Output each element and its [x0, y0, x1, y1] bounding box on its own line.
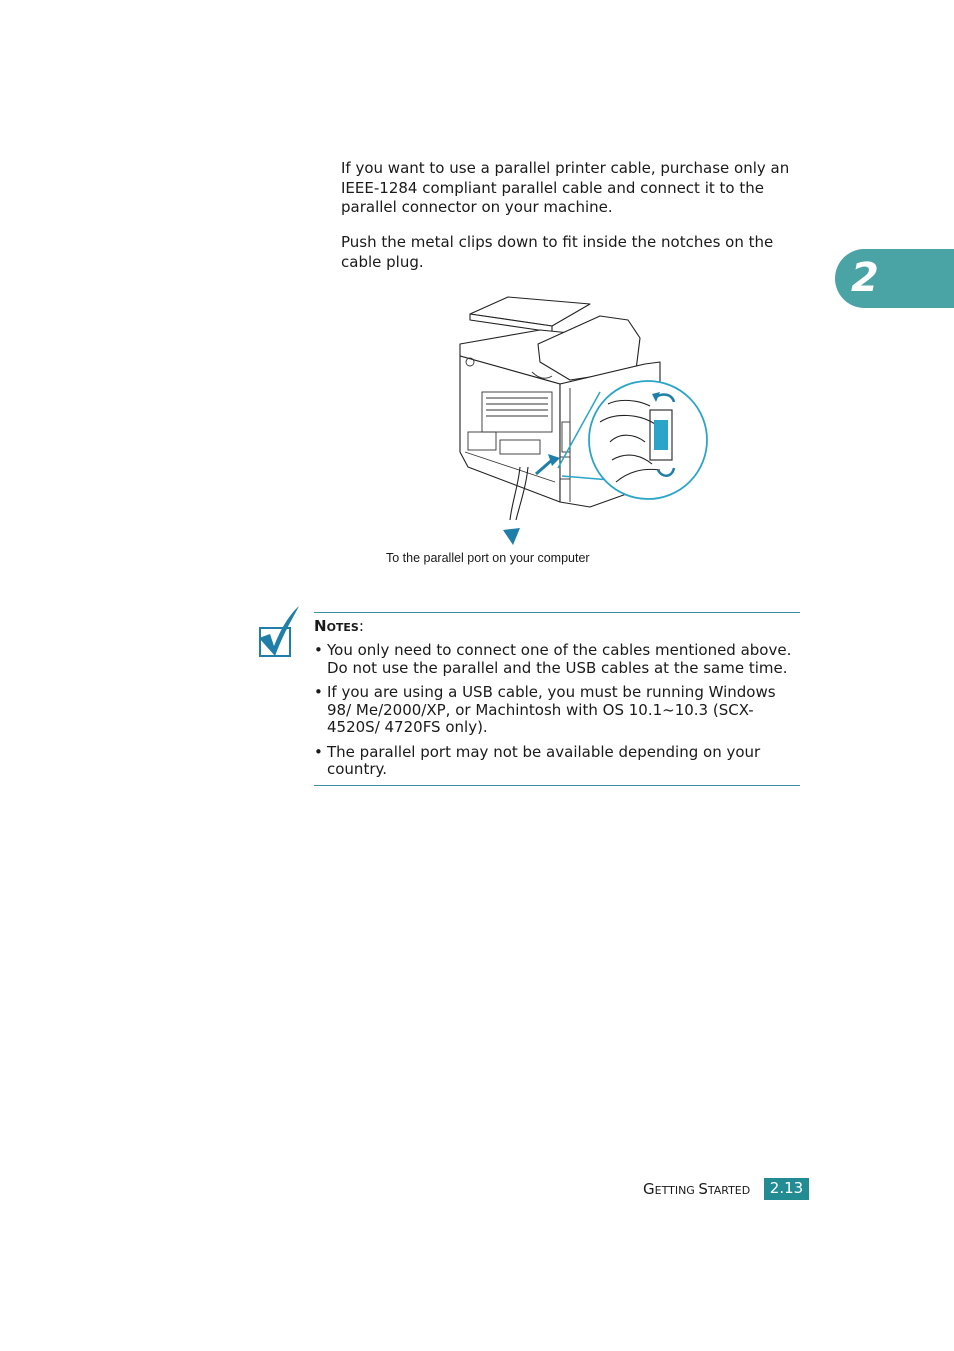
printer-cable-illustration — [440, 292, 720, 552]
notes-title-initial: N — [314, 617, 327, 635]
list-item: • You only need to connect one of the cables mentioned above. Do not use the parallel and the USB cables at the same time. — [314, 642, 798, 677]
list-item: • If you are using a USB cable, you must be running Windows 98/ Me/2000/XP, or Machintosh with OS 10.1~10.3 (SCX-4520S/ 4720FS only). — [314, 684, 798, 737]
notes-title-rest: OTES — [326, 621, 359, 634]
footer-section-label — [643, 1180, 750, 1200]
footer-label-initial-2: S — [698, 1180, 708, 1198]
notes-title — [314, 617, 364, 637]
footer-label-rest-2: TARTED — [707, 1184, 751, 1197]
chapter-number: 2 — [851, 255, 879, 301]
paragraph-parallel-cable: If you want to use a parallel printer cable, purchase only an IEEE-1284 compliant parallel cable and connect it to the parallel connector on your machine. — [341, 159, 790, 216]
notes-list — [314, 642, 798, 785]
notes-title-colon: : — [358, 617, 364, 635]
checkmark-icon — [257, 604, 303, 660]
footer-label-initial-1: G — [643, 1180, 655, 1198]
paragraph-metal-clips: Push the metal clips down to fit inside the notches on the cable plug. — [341, 233, 774, 271]
figure-caption: To the parallel port on your computer — [386, 551, 590, 565]
notes-top-rule — [314, 612, 800, 613]
notes-bottom-rule — [314, 785, 800, 786]
list-item: • The parallel port may not be available depending on your country. — [314, 744, 798, 779]
page-number-badge: 2.13 — [764, 1178, 809, 1200]
footer-label-rest-1: ETTING — [654, 1184, 699, 1197]
